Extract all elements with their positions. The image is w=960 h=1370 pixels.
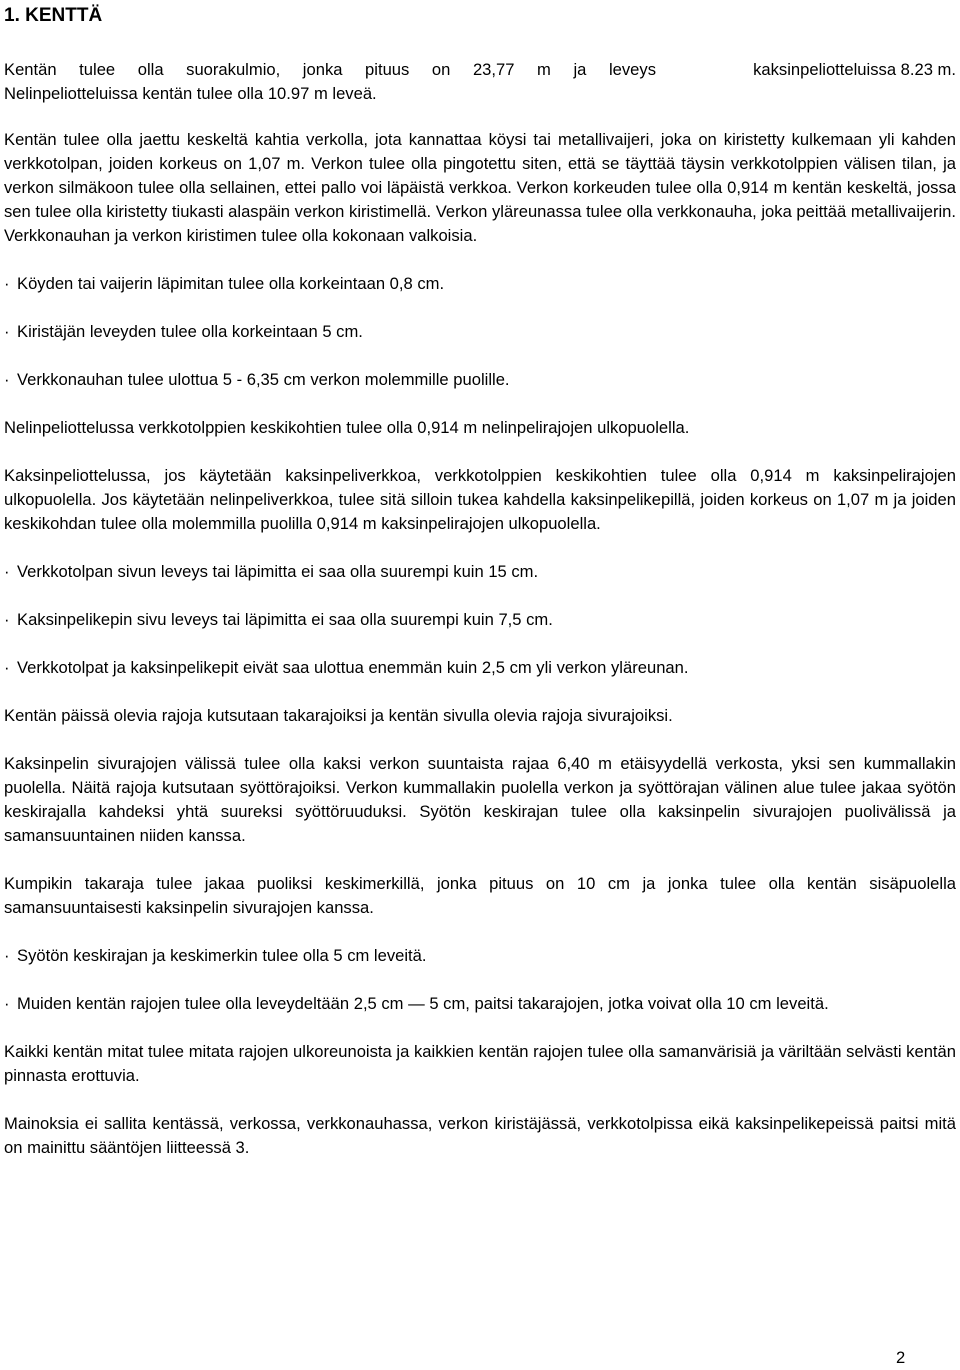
bullet-item [4,320,956,344]
paragraph: Kaikki kentän mitat tulee mitata rajojen ulkoreunoista ja kaikkien kentän rajojen tulee olla samanvärisiä ja väriltään selvästi kentän pinnasta erottuvia. [4,1042,956,1085]
paragraph: Kentän tulee olla jaettu keskeltä kahtia verkolla, jota kannattaa köysi tai metallivaijeri, joka on kiristetty kulkemaan yli kahden verkkotolpan, joiden korkeus on 1,07 m. Verkon tulee olla pingotettu siten, että se täyttää täysin verkkotolppien välisen tilan, ja verkon silmäkoon tulee olla sellainen, ettei pallo voi läpäistä verkkoa. Verkon korkeuden tulee olla 0,914 m kentän keskeltä, jossa sen tulee olla kiristetty tiukasti alaspäin verkon kiristimellä. Verkon yläreunassa tulee olla verkkonauha, joka peittää metallivaijerin. Verkkonauhan ja verkon kiristimen tulee olla kokonaan valkoisia. [4,130,956,245]
intro-line-1 [4,58,956,82]
paragraph: Kaksinpelin sivurajojen välissä tulee olla kaksi verkon suuntaista rajaa 6,40 m etäisyydellä verkosta, yksi sen kummallakin puolella. Näitä rajoja kutsutaan syöttörajoiksi. Verkon kummallakin puolella verkon ja syöttörajan välinen alue tulee jakaa syötön keskirajalla kahdeksi yhtä suureksi syöttöruuduksi. Syötön keskirajan tulee olla kaksinpelin sivurajojen puolivälissä ja samansuuntainen niiden kanssa. [4,754,956,845]
page-number: 2 [896,1348,906,1367]
body-text [4,128,956,1184]
bullet-text: Verkkonauhan tulee ulottua 5 - 6,35 cm verkon molemmille puolille. [17,370,510,389]
bullet-text: Verkkotolpat ja kaksinpelikepit eivät saa ulottua enemmän kuin 2,5 cm yli verkon yläreunan. [17,658,689,677]
bullet-marker: · [4,370,10,389]
section-heading: 1. KENTTÄ [4,5,103,26]
paragraph: Kaksinpeliottelussa, jos käytetään kaksinpeliverkkoa, verkkotolppien keskikohtien tulee olla 0,914 m kaksinpelirajojen ulkopuolella. Jos käytetään nelinpeliverkkoa, tulee sitä silloin tukea kahdella kaksinpelikepillä, joiden korkeus on 1,07 m ja joiden keskikohdan tulee olla molemmilla puolilla 0,914 m kaksinpelirajojen ulkopuolella. [4,466,956,533]
bullet-marker: · [4,658,10,677]
paragraph: Nelinpeliottelussa verkkotolppien keskikohtien tulee olla 0,914 m nelinpelirajojen ulkopuolella. [4,418,690,437]
bullet-marker: · [4,994,10,1013]
bullet-marker: · [4,274,10,293]
intro-paragraph [4,58,956,106]
bullet-text: Kaksinpelikepin sivu leveys tai läpimitta ei saa olla suurempi kuin 7,5 cm. [17,610,553,629]
paragraph: Mainoksia ei sallita kentässä, verkossa, verkkonauhassa, verkon kiristäjässä, verkkotolpissa eikä kaksinpelikepeissä paitsi mitä on mainittu sääntöjen liitteessä 3. [4,1114,956,1157]
bullet-marker: · [4,322,10,341]
bullet-paragraph [4,992,956,1016]
intro-line-1-right: kaksinpeliotteluissa 8.23 m. [753,60,956,79]
bullet-marker: · [4,610,10,629]
bullet-text: Köyden tai vaijerin läpimitan tulee olla korkeintaan 0,8 cm. [17,274,445,293]
intro-line-2: Nelinpeliotteluissa kentän tulee olla 10.97 m leveä. [4,84,377,103]
bullet-marker: · [4,946,10,965]
paragraph: Kumpikin takaraja tulee jakaa puoliksi keskimerkillä, jonka pituus on 10 cm ja jonka tulee olla kentän sisäpuolella samansuuntaisesti kaksinpelin sivurajojen kanssa. [4,874,956,917]
bullet-item [4,368,956,392]
bullet-marker: · [4,562,10,581]
bullet-item [4,560,956,584]
intro-line-1-left: Kentän tulee olla suorakulmio, jonka pituus on 23,77 m ja leveys [4,60,656,79]
bullet-text: Kiristäjän leveyden tulee olla korkeintaan 5 cm. [17,322,363,341]
bullet-text: Verkkotolpan sivun leveys tai läpimitta ei saa olla suurempi kuin 15 cm. [17,562,539,581]
paragraph: Kentän päissä olevia rajoja kutsutaan takarajoiksi ja kentän sivulla olevia rajoja sivurajoiksi. [4,706,673,725]
bullet-text: Syötön keskirajan ja keskimerkin tulee olla 5 cm leveitä. [17,946,427,965]
bullet-item [4,656,956,680]
bullet-text: Muiden kentän rajojen tulee olla leveydeltään 2,5 cm — 5 cm, paitsi takarajojen, jotka voivat olla 10 cm leveitä. [17,994,829,1013]
bullet-item [4,272,956,296]
bullet-item [4,944,956,968]
bullet-item [4,608,956,632]
